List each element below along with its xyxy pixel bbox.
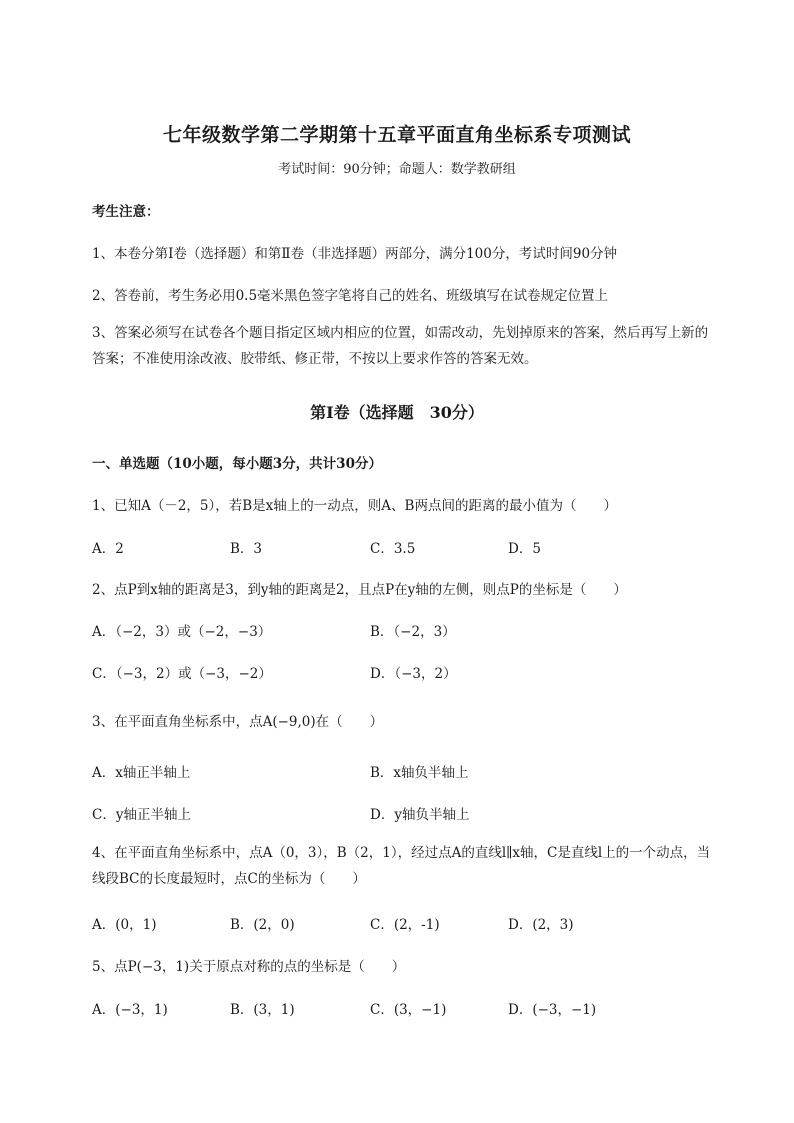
option-b: B．3 [230, 541, 263, 557]
option-a: A．2 [92, 541, 124, 557]
option-a: A．（−2，3）或（−2，−3） [92, 624, 272, 640]
option-d: D．(−3，−1) [508, 1002, 597, 1018]
notice-heading: 考生注意： [92, 204, 160, 220]
option-b: B．(2，0) [230, 917, 295, 933]
part-heading: 一、单选题（10小题，每小题3分，共计30分） [92, 456, 382, 472]
exam-info: 考试时间：90分钟；命题人：数学教研组 [278, 162, 516, 177]
option-c: C．(2，-1) [370, 917, 440, 933]
question-stem: 5、点P(−3，1)关于原点对称的点的坐标是（ ） [92, 959, 406, 975]
option-d: D．5 [508, 541, 541, 557]
question-stem: 2、点P到x轴的距离是3，到y轴的距离是2，且点P在y轴的左侧，则点P的坐标是（ ） [92, 582, 627, 598]
option-c: C．(3，−1) [370, 1002, 447, 1018]
question-stem: 4、在平面直角坐标系中，点A（0，3），B（2，1），经过点A的直线l∥x轴，C是直线l上的一个动点，当线段BC的长度最短时，点C的坐标为（ ） [92, 845, 711, 887]
notice-item: 3、答案必须写在试卷各个题目指定区域内相应的位置，如需改动，先划掉原来的答案，然后再写上新的答案；不准使用涂改液、胶带纸、修正带，不按以上要求作答的答案无效。 [92, 325, 709, 367]
page-title: 七年级数学第二学期第十五章平面直角坐标系专项测试 [162, 124, 631, 146]
option-a: A．(−3，1) [92, 1002, 168, 1018]
option-a: A．x轴正半轴上 [92, 765, 191, 781]
option-c: C．（−3，2）或（−3，−2） [92, 666, 272, 682]
option-c: C．3.5 [370, 541, 416, 557]
option-c: C．y轴正半轴上 [92, 807, 191, 823]
option-b: B．(3，1) [230, 1002, 295, 1018]
notice-item: 2、答卷前，考生务必用0.5毫米黑色签字笔将自己的姓名、班级填写在试卷规定位置上 [92, 288, 609, 304]
option-b: B．x轴负半轴上 [370, 765, 469, 781]
question-stem: 1、已知A（－2，5），若B是x轴上的一动点，则A、B两点间的距离的最小值为（ ） [92, 498, 617, 514]
option-d: D．y轴负半轴上 [370, 807, 470, 823]
option-a: A．(0，1) [92, 917, 157, 933]
option-d: D．（−3，2） [370, 666, 457, 682]
question-stem: 3、在平面直角坐标系中，点A(−9,0)在（ ） [92, 714, 384, 730]
section-title: 第Ⅰ卷（选择题 30分） [310, 403, 484, 422]
notice-item: 1、本卷分第Ⅰ卷（选择题）和第Ⅱ卷（非选择题）两部分，满分100分，考试时间90分钟 [92, 246, 618, 262]
option-d: D．(2，3) [508, 917, 574, 933]
option-b: B．（−2，3） [370, 624, 456, 640]
